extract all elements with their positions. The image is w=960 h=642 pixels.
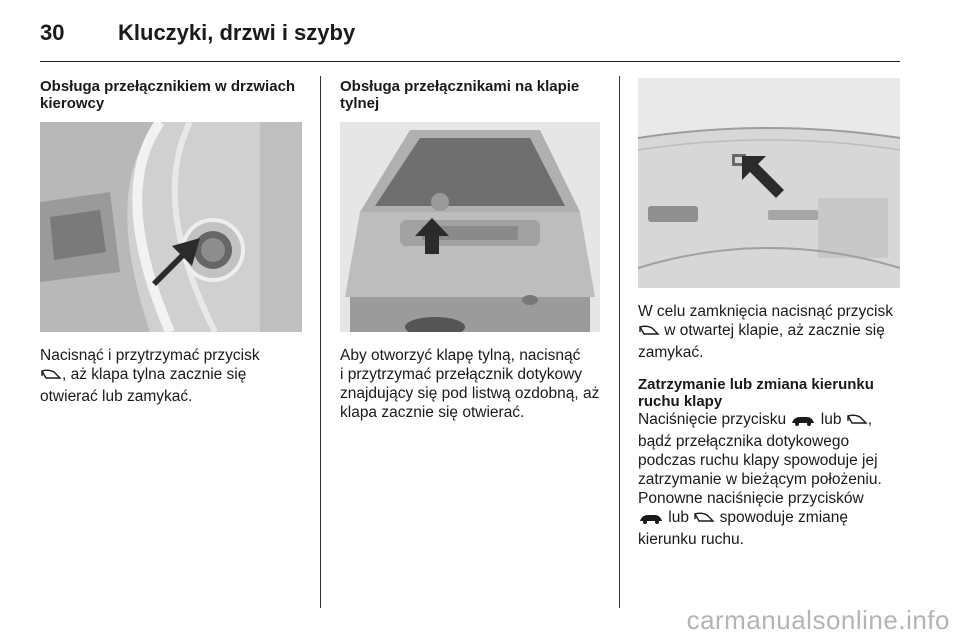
col3-p2-line-6: spowoduje zmianę <box>715 509 849 526</box>
column-divider-2 <box>619 76 620 608</box>
col1-text-1: Nacisnąć i przytrzymać przycisk <box>40 347 260 364</box>
tailgate-open-icon <box>40 368 62 387</box>
col3-p2-line-5: Ponowne naciśnięcie przycisków <box>638 490 864 507</box>
car-remote-icon <box>638 511 664 530</box>
car-remote-icon <box>790 413 816 432</box>
tailgate-open-icon <box>638 324 660 343</box>
tailgate-close-button-figure <box>638 78 900 288</box>
col3-p2-line-3: podczas ruchu klapy spowoduje jej <box>638 452 878 469</box>
tailgate-open-icon <box>693 511 715 530</box>
col3-p2-line-4: zatrzymanie w bieżącym położeniu. <box>638 471 882 488</box>
column-divider-1 <box>320 76 321 608</box>
page-title: Kluczyki, drzwi i szyby <box>118 20 356 45</box>
col1-heading: Obsługa przełącznikiem w drzwiach kierowcy <box>40 78 296 112</box>
col3-p2-line-2: bądź przełącznika dotykowego <box>638 433 850 450</box>
tailgate-open-icon <box>846 413 868 432</box>
col3-text-2: w otwartej klapie, aż zacznie się <box>660 322 885 339</box>
column-1 <box>40 78 302 112</box>
col2-heading: Obsługa przełącznikami na klapie tylnej <box>340 78 580 112</box>
driver-door-switch-figure <box>40 122 302 332</box>
col1-text-3: otwierać lub zamykać. <box>40 388 193 405</box>
col2-line-1: Aby otworzyć klapę tylną, nacisnąć <box>340 347 581 364</box>
col3-p2-comma: , <box>867 411 873 428</box>
col2-body <box>340 346 602 422</box>
col1-body <box>40 346 302 406</box>
page-header <box>40 16 900 58</box>
col2-line-4: klapa zacznie się otwierać. <box>340 404 525 421</box>
col3-p2-lub: lub <box>816 411 846 428</box>
col3-p2-lub-2: lub <box>664 509 694 526</box>
header-divider <box>40 61 900 62</box>
column-2 <box>340 78 602 112</box>
tailgate-touch-switch-figure <box>340 122 600 332</box>
col3-text-3: zamykać. <box>638 344 704 361</box>
col3-p2-line-1: Naciśnięcie przycisku <box>638 411 787 428</box>
col3-p2-line-7: kierunku ruchu. <box>638 531 744 548</box>
page-number: 30 <box>40 20 65 45</box>
col3-heading: Zatrzymanie lub zmiana kierunku ruchu klapy <box>638 376 874 410</box>
col3-body <box>638 302 902 549</box>
col2-line-2: i przytrzymać przełącznik dotykowy <box>340 366 583 383</box>
col1-text-2: , aż klapa tylna zacznie się <box>62 366 247 383</box>
col2-line-3: znajdujący się pod listwą ozdobną, aż <box>340 385 600 402</box>
col3-text-1: W celu zamknięcia nacisnąć przycisk <box>638 303 893 320</box>
watermark: carmanualsonline.info <box>686 605 950 635</box>
